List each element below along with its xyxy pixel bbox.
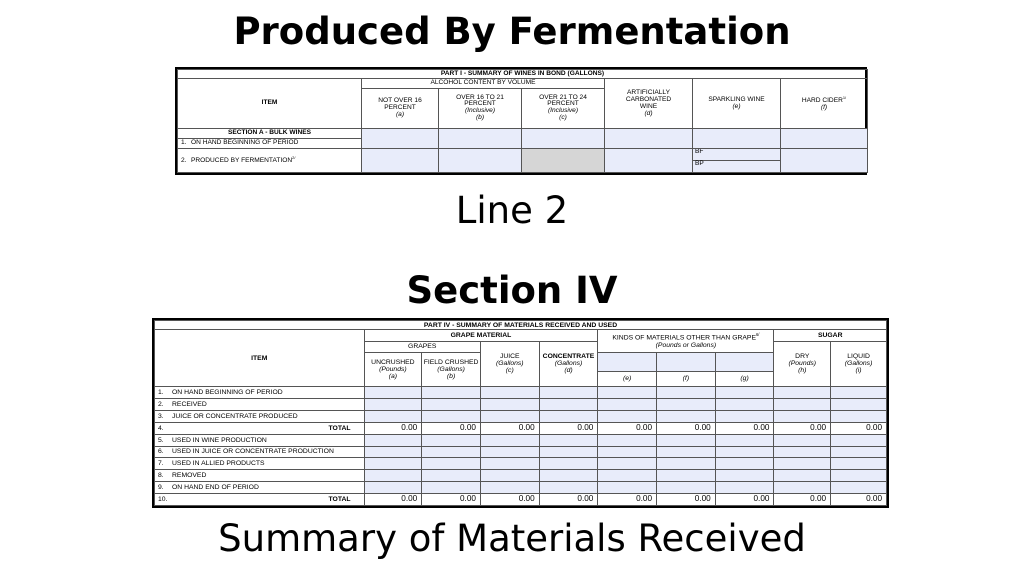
input-cell[interactable] [480,410,539,422]
total-value: 0.00 [422,422,481,434]
col-not-over-16: NOT OVER 16 PERCENT (a) [362,88,439,128]
col-over-16-to-21: OVER 16 TO 21 PERCENT (Inclusive) (b) [439,88,522,128]
total-value: 0.00 [364,494,422,506]
part-i-form-excerpt [175,67,867,175]
input-cell[interactable] [598,470,657,482]
input-cell[interactable] [480,458,539,470]
total-value: 0.00 [657,494,716,506]
input-cell[interactable] [831,434,887,446]
row-label: 6. USED IN JUICE OR CONCENTRATE PRODUCTION [155,446,365,458]
input-cell[interactable] [831,458,887,470]
total-value: 0.00 [480,422,539,434]
input-cell[interactable] [831,446,887,458]
item-header: ITEM [178,79,362,128]
input-cell[interactable] [657,470,716,482]
input-cell[interactable] [362,128,439,148]
input-cell[interactable] [715,410,774,422]
input-cell[interactable] [598,434,657,446]
input-cell[interactable] [831,470,887,482]
total-value: 0.00 [422,494,481,506]
other-materials-header: KINDS OF MATERIALS OTHER THAN $GRAPE^{6/}$ (Pounds or Gallons) [598,330,774,353]
table-row [155,387,887,399]
total-value: 0.00 [715,494,774,506]
input-cell[interactable] [364,446,422,458]
col-field-crushed: FIELD CRUSHED (Gallons) (b) [422,353,481,387]
col-concentrate: CONCENTRATE (Gallons) (d) [539,341,598,386]
input-cell[interactable] [522,128,605,148]
row-label: 8. REMOVED [155,470,365,482]
input-cell[interactable] [715,458,774,470]
input-cell[interactable] [774,482,831,494]
input-cell[interactable] [598,387,657,399]
section-a-label: SECTION A - BULK WINES [178,128,362,139]
row-label: 10. TOTAL [155,494,365,506]
col-sparkling-wine: SPARKLING WINE (e) [693,79,781,128]
col-e-letter: (e) [598,371,657,387]
total-value: 0.00 [774,494,831,506]
col-over-21-to-24: OVER 21 TO 24 PERCENT (Inclusive) (c) [522,88,605,128]
total-value: 0.00 [598,422,657,434]
input-cell[interactable] [422,482,481,494]
row-label: 2. RECEIVED [155,399,365,411]
row-label: 3. JUICE OR CONCENTRATE PRODUCED [155,410,365,422]
total-value: 0.00 [831,422,887,434]
sparkling-bf-bp-cell[interactable] [693,148,781,172]
input-cell[interactable] [831,410,887,422]
input-cell[interactable] [480,434,539,446]
input-cell[interactable] [715,482,774,494]
input-cell[interactable] [539,410,598,422]
sugar-header: SUGAR [774,330,887,341]
input-cell[interactable] [774,399,831,411]
input-cell[interactable] [480,387,539,399]
total-row [155,422,887,434]
total-value: 0.00 [539,494,598,506]
col-juice: JUICE (Gallons) (c) [480,341,539,386]
input-cell[interactable] [657,410,716,422]
input-cell[interactable] [364,399,422,411]
part-iv-table [154,320,887,506]
input-cell[interactable] [774,387,831,399]
input-cell[interactable] [362,148,439,172]
total-value: 0.00 [539,422,598,434]
table-row [155,482,887,494]
input-cell[interactable] [657,399,716,411]
input-cell[interactable] [539,482,598,494]
input-cell[interactable] [598,399,657,411]
part-i-title: PART I - SUMMARY OF WINES IN BOND (GALLONS) [178,70,868,79]
row-label: 1. ON HAND BEGINNING OF PERIOD [155,387,365,399]
total-row [155,494,887,506]
bottom-heading: Section IV [406,269,618,312]
input-cell[interactable] [439,148,522,172]
input-cell[interactable] [422,410,481,422]
input-cell[interactable] [364,470,422,482]
input-cell[interactable] [422,387,481,399]
input-cell[interactable] [831,482,887,494]
input-cell[interactable] [422,446,481,458]
total-value: 0.00 [715,422,774,434]
total-value: 0.00 [657,422,716,434]
grapes-header: GRAPES [364,341,480,352]
input-cell[interactable] [715,434,774,446]
input-cell[interactable] [539,458,598,470]
part-i-table [177,69,868,173]
input-cell[interactable] [657,434,716,446]
input-cell[interactable] [715,399,774,411]
input-cell[interactable] [781,148,868,172]
total-value: 0.00 [364,422,422,434]
table-row [155,399,887,411]
input-cell[interactable] [364,387,422,399]
input-cell[interactable] [364,434,422,446]
row-produced-by-fermentation: 2. PRODUCED BY $FERMENTATION^{2/}$ [178,148,362,172]
bottom-caption: Summary of Materials Received [218,517,806,560]
input-cell[interactable] [422,434,481,446]
input-cell[interactable] [364,410,422,422]
input-cell[interactable] [831,387,887,399]
input-cell[interactable] [422,458,481,470]
col-f-letter: (f) [657,371,716,387]
input-cell[interactable] [657,482,716,494]
table-row [155,446,887,458]
total-value: 0.00 [480,494,539,506]
total-value: 0.00 [598,494,657,506]
row-label: 5. USED IN WINE PRODUCTION [155,434,365,446]
input-cell[interactable] [539,434,598,446]
input-cell[interactable] [715,446,774,458]
input-cell[interactable] [480,399,539,411]
col-hard-cider: HARD $CIDER^{1/}$ (f) [781,79,868,128]
input-cell[interactable] [657,446,716,458]
input-cell[interactable] [539,399,598,411]
row-label: 7. USED IN ALLIED PRODUCTS [155,458,365,470]
input-cell[interactable] [605,128,693,148]
col-g-letter: (g) [715,371,774,387]
bf-label: BF [693,149,780,161]
material-name-input-e[interactable] [598,353,657,372]
col-dry: DRY (Pounds) (h) [774,341,831,386]
input-cell[interactable] [364,482,422,494]
alcohol-content-header: ALCOHOL CONTENT BY VOLUME [362,79,605,88]
input-cell[interactable] [657,387,716,399]
material-name-input-f[interactable] [657,353,716,372]
input-cell[interactable] [693,128,781,148]
input-cell[interactable] [480,470,539,482]
input-cell[interactable] [598,458,657,470]
input-cell[interactable] [539,446,598,458]
table-row [155,470,887,482]
input-cell[interactable] [774,458,831,470]
input-cell[interactable] [774,446,831,458]
part-iv-form-excerpt [152,318,889,508]
top-heading: Produced By Fermentation [233,10,791,53]
row-label: 4. TOTAL [155,422,365,434]
input-cell[interactable] [774,410,831,422]
input-cell[interactable] [422,470,481,482]
input-cell[interactable] [539,470,598,482]
table-row [155,410,887,422]
input-cell[interactable] [774,434,831,446]
input-cell[interactable] [598,446,657,458]
input-cell[interactable] [422,399,481,411]
item-header: ITEM [155,330,365,387]
col-liquid: LIQUID (Gallons) (i) [831,341,887,386]
col-uncrushed: UNCRUSHED (Pounds) (a) [364,353,422,387]
input-cell[interactable] [439,128,522,148]
table-row [155,458,887,470]
input-cell[interactable] [657,458,716,470]
total-value: 0.00 [831,494,887,506]
part-iv-title: PART IV - SUMMARY OF MATERIALS RECEIVED AND USED [155,321,887,330]
input-cell[interactable] [605,148,693,172]
top-caption: Line 2 [455,189,569,232]
material-name-input-g[interactable] [715,353,774,372]
input-cell[interactable] [364,458,422,470]
row-label: 9. ON HAND END OF PERIOD [155,482,365,494]
input-cell[interactable] [598,482,657,494]
row-on-hand-beginning: 1. ON HAND BEGINNING OF PERIOD [178,139,362,148]
input-cell[interactable] [774,470,831,482]
input-cell[interactable] [831,399,887,411]
input-cell[interactable] [715,387,774,399]
grape-material-header: GRAPE MATERIAL [364,330,598,341]
input-cell[interactable] [480,482,539,494]
bp-label: BP [695,160,704,168]
col-artificially-carbonated: ARTIFICIALLY CARBONATED WINE (d) [605,79,693,128]
total-value: 0.00 [774,422,831,434]
input-cell[interactable] [480,446,539,458]
disabled-cell [522,148,605,172]
input-cell[interactable] [715,470,774,482]
input-cell[interactable] [781,128,868,148]
table-row [155,434,887,446]
input-cell[interactable] [598,410,657,422]
input-cell[interactable] [539,387,598,399]
